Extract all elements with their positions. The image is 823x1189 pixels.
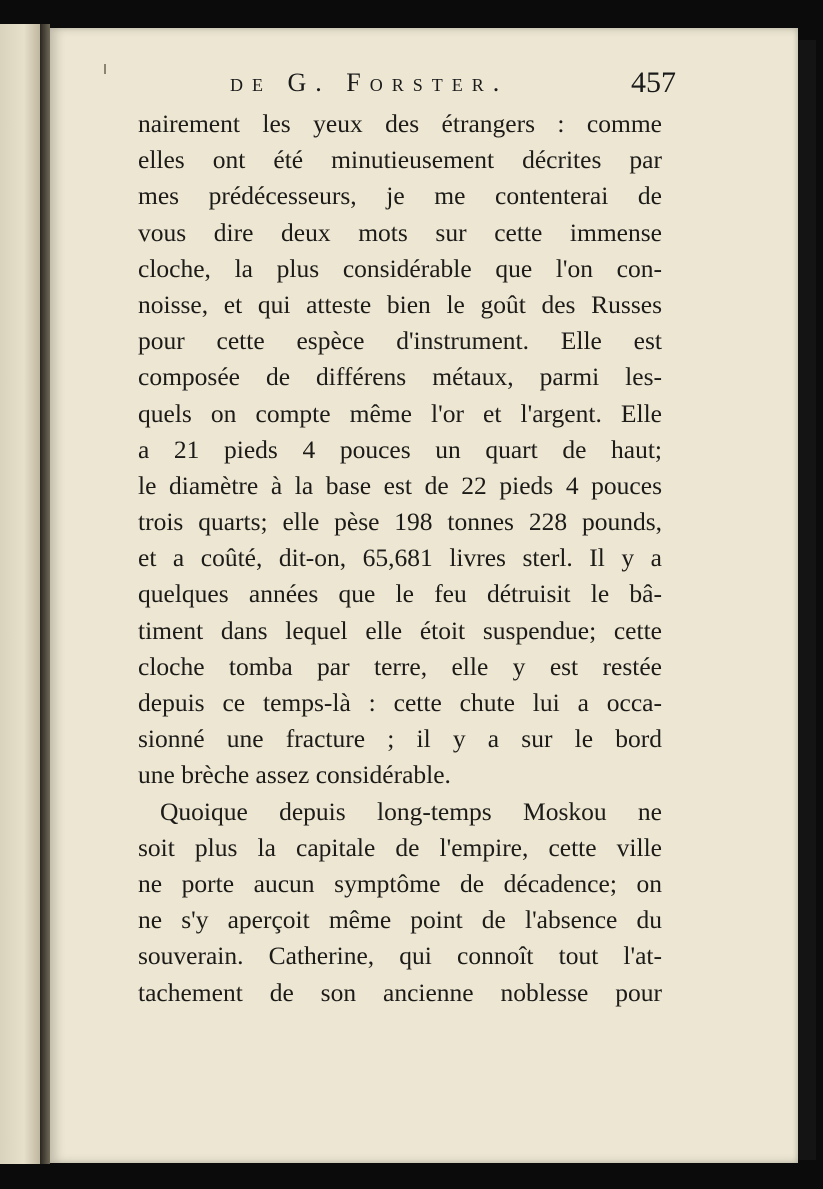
text-line: souverain. Catherine, qui connoît tout l'at- bbox=[138, 941, 662, 971]
text-line: nairement les yeux des étrangers : comme bbox=[138, 109, 662, 138]
text-line: ne porte aucun symptôme de décadence; on bbox=[138, 868, 662, 898]
page-number: 457 bbox=[631, 66, 676, 99]
body-text bbox=[138, 106, 662, 1011]
text-line: vous dire deux mots sur cette immense bbox=[138, 217, 662, 247]
text-line: le diamètre à la base est de 22 pieds 4 pouces bbox=[138, 470, 662, 500]
text-line: Quoique depuis long-temps Moskou ne bbox=[160, 796, 662, 826]
paragraph-1 bbox=[138, 106, 662, 794]
page-header bbox=[182, 66, 682, 106]
text-line: quels on compte même l'or et l'argent. Elle bbox=[138, 398, 662, 428]
text-line: depuis ce temps-là : cette chute lui a occa- bbox=[138, 688, 662, 717]
left-page-edge bbox=[0, 24, 40, 1164]
text-line: composée de différens métaux, parmi les- bbox=[138, 362, 662, 392]
paper-speck bbox=[104, 64, 106, 74]
text-line: a 21 pieds 4 pouces un quart de haut; bbox=[138, 434, 662, 464]
text-line: et a coûté, dit-on, 65,681 livres sterl. Il y a bbox=[138, 543, 662, 573]
text-line: une brèche assez considérable. bbox=[138, 760, 451, 790]
running-head: de G. Forster. bbox=[230, 68, 509, 97]
text-line: trois quarts; elle pèse 198 tonnes 228 pounds, bbox=[138, 507, 662, 537]
text-line: cloche, la plus considérable que l'on con- bbox=[138, 253, 662, 283]
text-line: quelques années que le feu détruisit le bâ- bbox=[138, 579, 662, 609]
text-line: mes prédécesseurs, je me contenterai de bbox=[138, 181, 662, 211]
text-line: sionné une fracture ; il y a sur le bord bbox=[138, 724, 662, 754]
text-line: tachement de son ancienne noblesse pour bbox=[138, 977, 662, 1007]
text-line: noisse, et qui atteste bien le goût des Russes bbox=[138, 289, 662, 319]
page-right-edge-shadow bbox=[798, 40, 816, 1160]
paragraph-2 bbox=[138, 794, 662, 1011]
text-line: ne s'y aperçoit même point de l'absence du bbox=[138, 905, 662, 935]
book-gutter bbox=[40, 24, 50, 1164]
text-line: pour cette espèce d'instrument. Elle est bbox=[138, 326, 662, 356]
text-line: timent dans lequel elle étoit suspendue; cette bbox=[138, 615, 662, 645]
text-line: elles ont été minutieusement décrites par bbox=[138, 145, 662, 175]
text-line: soit plus la capitale de l'empire, cette ville bbox=[138, 832, 662, 862]
text-line: cloche tomba par terre, elle y est restée bbox=[138, 651, 662, 681]
